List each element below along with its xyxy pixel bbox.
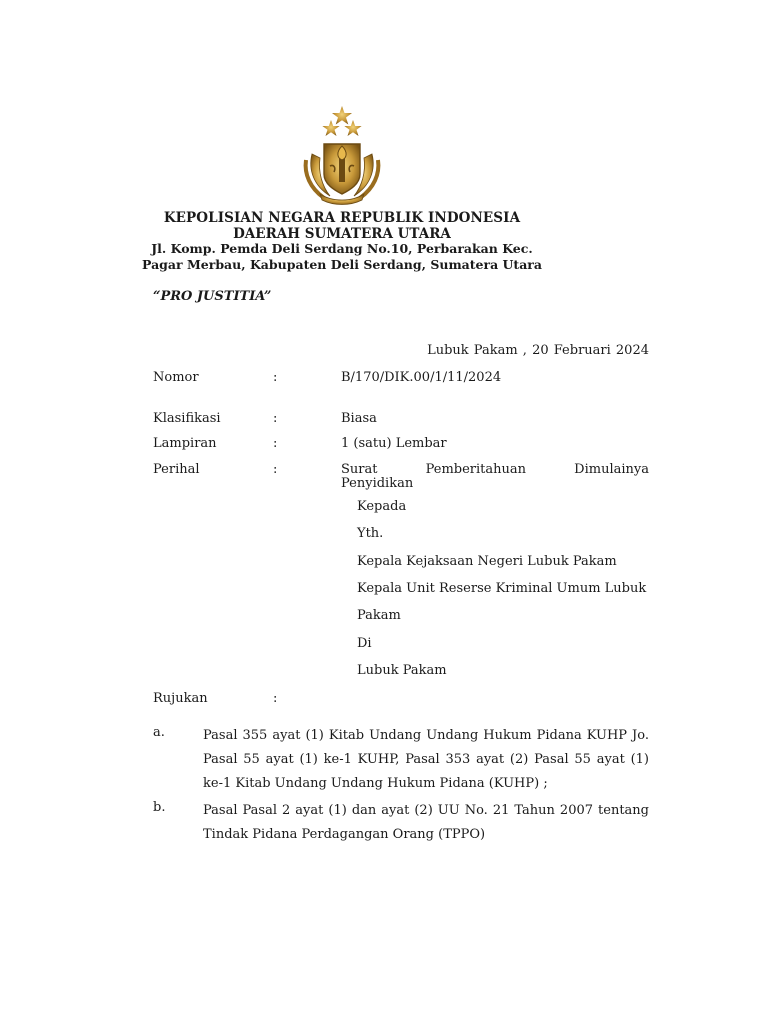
reference-text: Pasal 355 ayat (1) Kitab Undang Undang Hukum Pidana KUHP Jo. Pasal 55 ayat (1) ke-1 KUHP, Pasal 353 ayat (2) Pasal 55 ayat (1) ke-1 Kitab Undang Undang Hukum Pidana (KUHP) ; <box>203 728 649 791</box>
recipient-kepada: Kepada <box>357 499 407 514</box>
pro-justitia-label: “PRO JUSTITIA” <box>153 289 272 304</box>
header-institution: KEPOLISIAN NEGARA REPUBLIK INDONESIA <box>163 210 521 226</box>
field-colon: : <box>273 411 278 426</box>
field-colon: : <box>273 370 278 385</box>
field-value: B/170/DIK.00/1/11/2024 <box>341 370 502 385</box>
field-value: Biasa <box>341 411 377 426</box>
field-label: Lampiran <box>153 436 217 451</box>
perihal-word: Pemberitahuan <box>425 462 527 477</box>
header-address-line2: Pagar Merbau, Kabupaten Deli Serdang, Sumatera Utara <box>142 257 542 272</box>
perihal-word: Surat <box>341 462 378 477</box>
perihal-line2: Penyidikan <box>341 476 414 491</box>
recipient-line: Pakam <box>357 608 401 623</box>
field-colon: : <box>273 436 278 451</box>
reference-letter: a. <box>153 725 165 740</box>
recipient-di: Di <box>357 636 372 651</box>
field-label: Rujukan <box>153 691 208 706</box>
recipient-city: Lubuk Pakam <box>357 663 447 678</box>
recipient-yth: Yth. <box>357 526 384 541</box>
perihal-line1 <box>341 462 649 477</box>
header-address-line1: Jl. Komp. Pemda Deli Serdang No.10, Perbarakan Kec. <box>151 241 533 256</box>
field-label: Perihal <box>153 462 200 477</box>
field-value <box>341 462 649 491</box>
perihal-word: Dimulainya <box>574 462 649 477</box>
field-value: 1 (satu) Lembar <box>341 436 447 451</box>
field-colon: : <box>273 691 278 706</box>
field-colon: : <box>273 462 278 477</box>
reference-text: Pasal Pasal 2 ayat (1) dan ayat (2) UU No. 21 Tahun 2007 tentang Tindak Pidana Perdagangan Orang (TPPO) <box>203 803 649 842</box>
field-label: Nomor <box>153 370 199 385</box>
header-region: DAERAH SUMATERA UTARA <box>233 226 451 242</box>
recipient-line: Kepala Unit Reserse Kriminal Umum Lubuk <box>357 581 647 596</box>
star-icon <box>332 106 352 125</box>
field-label: Klasifikasi <box>153 411 221 426</box>
police-emblem-icon <box>290 104 394 208</box>
reference-letter: b. <box>153 800 166 815</box>
recipient-line: Kepala Kejaksaan Negeri Lubuk Pakam <box>357 554 617 569</box>
letter-date: Lubuk Pakam , 20 Februari 2024 <box>427 343 649 358</box>
